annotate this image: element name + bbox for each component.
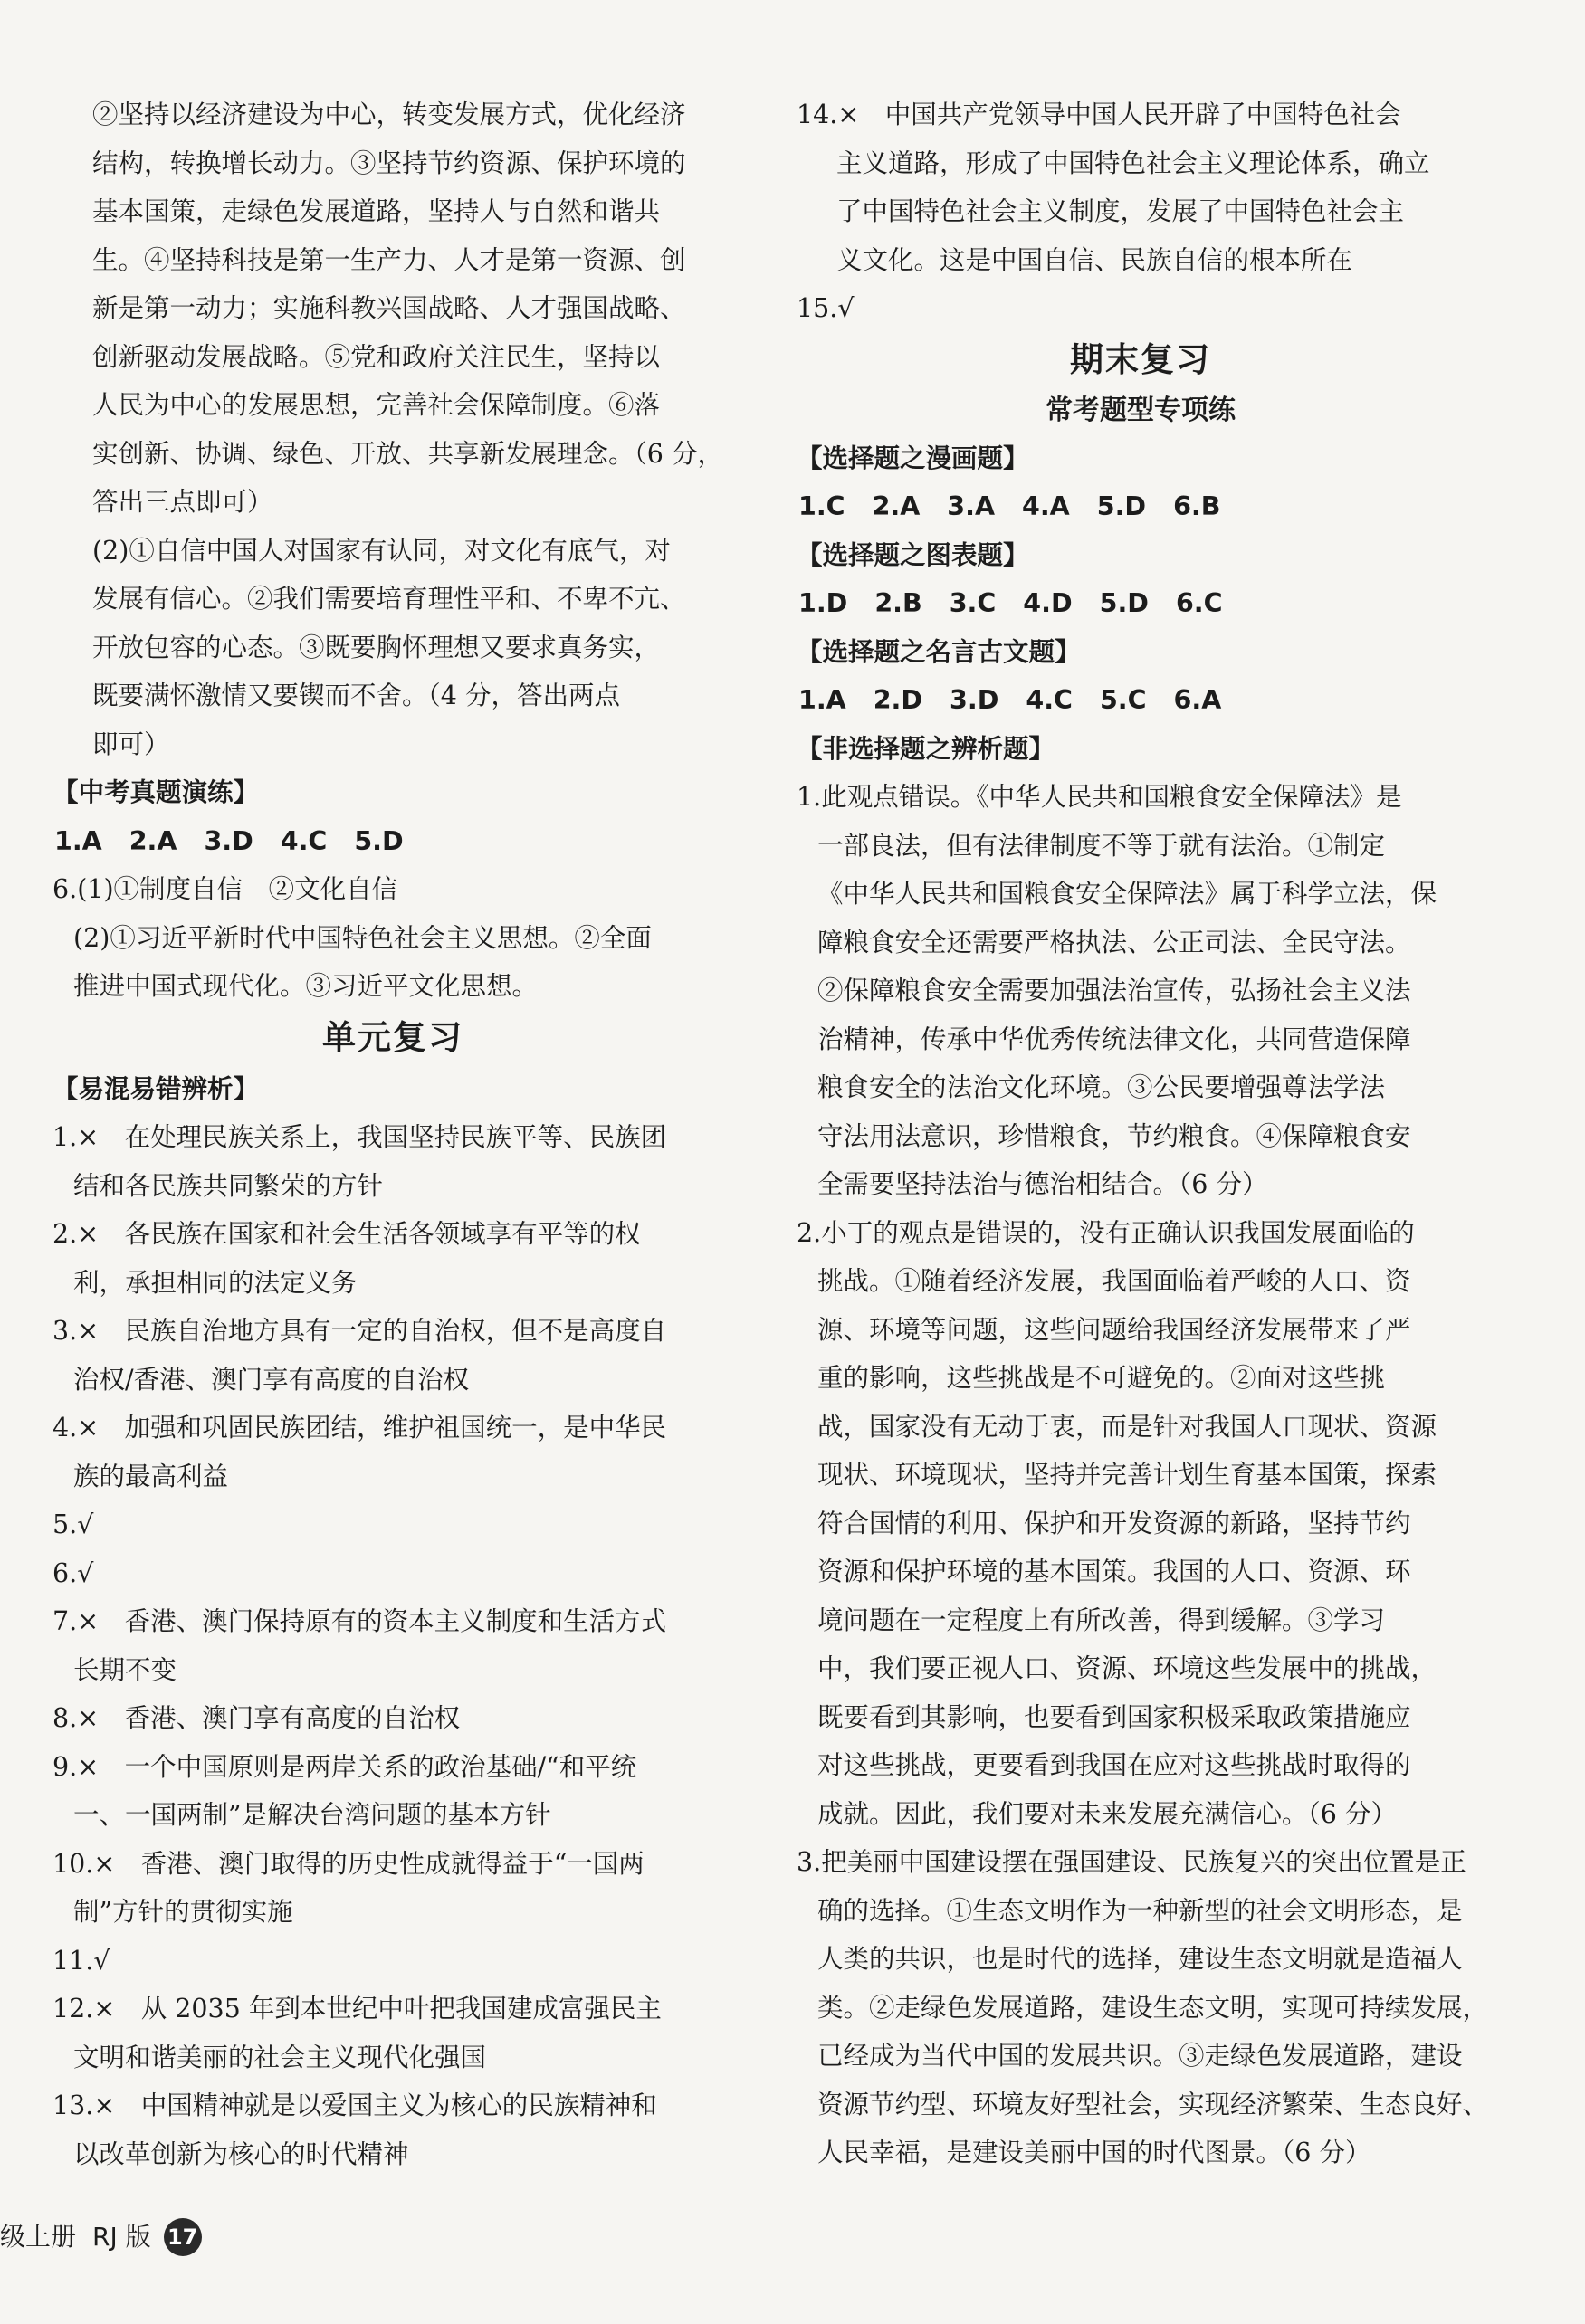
answer-item: 3.D xyxy=(204,825,253,856)
text-line: 3.把美丽中国建设摆在强国建设、民族复兴的突出位置是正 xyxy=(797,1847,1466,1877)
text-line: 成就。因此，我们要对未来发展充满信心。（6 分） xyxy=(817,1798,1397,1829)
text-line: 已经成为当代中国的发展共识。③走绿色发展道路，建设 xyxy=(817,2041,1463,2071)
text-line: 了中国特色社会主义制度，发展了中国特色社会主 xyxy=(836,196,1405,226)
text-line: 资源和保护环境的基本国策。我国的人口、资源、环 xyxy=(817,1557,1411,1586)
section-heading: 【非选择题之辨析题】 xyxy=(797,733,1055,764)
text-line: 类。②走绿色发展道路，建设生态文明，实现可持续发展， xyxy=(817,1992,1489,2023)
answer-item: 1.A xyxy=(54,825,102,856)
answer-row xyxy=(797,482,1485,531)
answer-item: 3.A xyxy=(947,491,996,521)
answer-item: 6.B xyxy=(1173,491,1221,521)
section-heading: 【中考真题演练】 xyxy=(53,777,260,807)
text-line: 6.(1)①制度自信 ②文化自信 xyxy=(53,874,398,904)
text-line: 符合国情的利用、保护和开发资源的新路，坚持节约 xyxy=(817,1508,1411,1538)
answer-item: 6.C xyxy=(1175,588,1223,618)
answer-row xyxy=(53,817,733,866)
text-line: (2)①习近平新时代中国特色社会主义思想。②全面 xyxy=(73,922,652,953)
text-line: 长期不变 xyxy=(73,1654,177,1685)
text-line: ②坚持以经济建设为中心，转变发展方式，优化经济 xyxy=(92,100,686,129)
answer-item: 1.C xyxy=(798,491,845,521)
text-line: 生。④坚持科技是第一生产力、人才是第一资源、创 xyxy=(92,244,686,275)
answer-item: 5.D xyxy=(1096,491,1147,521)
text-line: 对这些挑战，更要看到我国在应对这些挑战时取得的 xyxy=(817,1750,1411,1780)
answer-item: 5.C xyxy=(1099,685,1147,715)
answer-item: 2.B xyxy=(874,588,922,618)
text-line: 2.小丁的观点是错误的，没有正确认识我国发展面临的 xyxy=(797,1217,1415,1248)
answer-item: 3.C xyxy=(949,588,997,618)
chapter-title: 期末复习 xyxy=(1070,339,1211,379)
text-line: 4.× 加强和巩固民族团结，维护祖国统一，是中华民 xyxy=(53,1413,667,1443)
text-line: 人类的共识，也是时代的选择，建设生态文明就是造福人 xyxy=(817,1944,1463,1974)
section-heading: 【易混易错辨析】 xyxy=(53,1073,260,1104)
text-line: 结构，转换增长动力。③坚持节约资源、保护环境的 xyxy=(92,148,686,178)
answer-item: 2.A xyxy=(872,491,921,521)
text-line: 13.× 中国精神就是以爱国主义为核心的民族精神和 xyxy=(53,2091,657,2120)
text-line: 中，我们要正视人口、资源、环境这些发展中的挑战， xyxy=(817,1653,1437,1683)
text-line: 9.× 一个中国原则是两岸关系的政治基础/“和平统 xyxy=(53,1751,637,1782)
left-column xyxy=(53,90,733,2178)
chapter-subtitle: 常考题型专项练 xyxy=(1046,394,1236,426)
text-line: 1.此观点错误。《中华人民共和国粮食安全保障法》是 xyxy=(797,782,1402,812)
section-heading: 【选择题之图表题】 xyxy=(797,539,1029,570)
text-line: 即可） xyxy=(92,729,170,759)
text-line: 7.× 香港、澳门保持原有的资本主义制度和生活方式 xyxy=(53,1606,667,1636)
text-line: 制”方针的贯彻实施 xyxy=(73,1897,293,1927)
text-line: 全需要坚持法治与德治相结合。（6 分） xyxy=(817,1169,1268,1199)
right-column xyxy=(797,90,1489,2177)
footer-edition: RJ 版 xyxy=(92,2222,151,2252)
answer-item: 4.A xyxy=(1022,491,1070,521)
text-line: 2.× 各民族在国家和社会生活各领域享有平等的权 xyxy=(53,1219,641,1249)
answer-item: 1.A xyxy=(798,685,846,715)
text-line: 源、环境等问题，这些问题给我国经济发展带来了严 xyxy=(817,1314,1411,1345)
text-line: 6.√ xyxy=(53,1557,94,1588)
text-line: 1.× 在处理民族关系上，我国坚持民族平等、民族团 xyxy=(53,1122,667,1152)
text-line: 14.× 中国共产党领导中国人民开辟了中国特色社会 xyxy=(797,100,1401,129)
text-line: 基本国策，走绿色发展道路，坚持人与自然和谐共 xyxy=(92,196,661,226)
text-line: 一部良法，但有法律制度不等于就有法治。①制定 xyxy=(817,830,1386,861)
text-line: 5.√ xyxy=(53,1510,94,1539)
text-line: 《中华人民共和国粮食安全保障法》属于科学立法，保 xyxy=(817,879,1437,909)
text-line: 一、一国两制”是解决台湾问题的基本方针 xyxy=(73,1800,551,1830)
answer-item: 4.C xyxy=(280,825,328,856)
text-line: 挑战。①随着经济发展，我国面临着严峻的人口、资 xyxy=(817,1266,1411,1296)
text-line: 开放包容的心态。③既要胸怀理想又要求真务实， xyxy=(92,632,661,662)
chapter-title: 单元复习 xyxy=(322,1017,463,1057)
answer-row xyxy=(797,579,1485,628)
footer-grade: 级上册 xyxy=(0,2222,77,2252)
section-heading: 【选择题之名言古文题】 xyxy=(797,636,1081,667)
text-line: 3.× 民族自治地方具有一定的自治权，但不是高度自 xyxy=(53,1316,667,1346)
answer-item: 2.D xyxy=(873,685,923,715)
text-line: 15.√ xyxy=(797,293,855,323)
page-number: 17 xyxy=(164,2218,202,2256)
text-line: 创新驱动发展战略。⑤党和政府关注民生，坚持以 xyxy=(92,341,661,372)
answer-item: 4.D xyxy=(1023,588,1073,618)
text-line: 11.√ xyxy=(53,1945,110,1976)
section-heading: 【选择题之漫画题】 xyxy=(797,443,1029,473)
text-line: 人民为中心的发展思想，完善社会保障制度。⑥落 xyxy=(92,390,661,420)
text-line: 实创新、协调、绿色、开放、共享新发展理念。（6 分， xyxy=(92,438,723,469)
text-line: 确的选择。①生态文明作为一种新型的社会文明形态，是 xyxy=(817,1895,1463,1926)
answer-item: 1.D xyxy=(798,588,848,618)
text-line: 重的影响，这些挑战是不可避免的。②面对这些挑 xyxy=(817,1363,1386,1393)
text-line: 8.× 香港、澳门享有高度的自治权 xyxy=(53,1703,461,1733)
text-line: 守法用法意识，珍惜粮食，节约粮食。④保障粮食安 xyxy=(817,1120,1411,1151)
text-line: 发展有信心。②我们需要培育理性平和、不卑不亢、 xyxy=(92,584,686,614)
text-line: 答出三点即可） xyxy=(92,487,273,517)
page-footer xyxy=(0,2215,202,2259)
text-line: 现状、环境现状，坚持并完善计划生育基本国策，探索 xyxy=(817,1460,1437,1490)
answer-item: 5.D xyxy=(354,825,404,856)
answer-item: 5.D xyxy=(1099,588,1149,618)
text-line: 12.× 从 2035 年到本世纪中叶把我国建成富强民主 xyxy=(53,1994,662,2024)
text-line: 推进中国式现代化。③习近平文化思想。 xyxy=(73,971,539,1001)
text-line: 治精神，传承中华优秀传统法律文化，共同营造保障 xyxy=(817,1024,1411,1054)
text-line: 10.× 香港、澳门取得的历史性成就得益于“一国两 xyxy=(53,1848,645,1879)
text-line: 粮食安全的法治文化环境。③公民要增强尊法学法 xyxy=(817,1072,1386,1102)
text-line: 文明和谐美丽的社会主义现代化强国 xyxy=(73,2042,487,2072)
text-line: ②保障粮食安全需要加强法治宣传，弘扬社会主义法 xyxy=(817,976,1411,1005)
answer-item: 2.A xyxy=(129,825,177,856)
text-line: 族的最高利益 xyxy=(73,1461,229,1491)
answer-row xyxy=(797,676,1485,725)
answer-item: 3.D xyxy=(950,685,999,715)
text-line: 资源节约型、环境友好型社会，实现经济繁荣、生态良好、 xyxy=(817,2089,1489,2119)
text-line: 人民幸福，是建设美丽中国的时代图景。（6 分） xyxy=(817,2138,1371,2167)
text-line: 以改革创新为核心的时代精神 xyxy=(73,2138,409,2169)
text-line: 障粮食安全还需要严格执法、公正司法、全民守法。 xyxy=(817,927,1411,957)
text-line: 治权/香港、澳门享有高度的自治权 xyxy=(73,1364,470,1395)
text-line: (2)①自信中国人对国家有认同，对文化有底气，对 xyxy=(92,535,671,566)
text-line: 结和各民族共同繁荣的方针 xyxy=(73,1170,384,1201)
text-line: 义文化。这是中国自信、民族自信的根本所在 xyxy=(836,244,1353,275)
text-line: 新是第一动力；实施科教兴国战略、人才强国战略、 xyxy=(92,293,686,323)
text-line: 既要看到其影响，也要看到国家积极采取政策措施应 xyxy=(817,1701,1411,1732)
text-line: 利，承担相同的法定义务 xyxy=(73,1267,358,1298)
text-line: 战，国家没有无动于衷，而是针对我国人口现状、资源 xyxy=(817,1411,1437,1442)
text-line: 既要满怀激情又要锲而不舍。（4 分，答出两点 xyxy=(92,681,620,710)
answer-item: 6.A xyxy=(1173,685,1222,715)
text-line: 主义道路，形成了中国特色社会主义理论体系，确立 xyxy=(836,148,1430,178)
text-line: 境问题在一定程度上有所改善，得到缓解。③学习 xyxy=(817,1605,1386,1635)
answer-item: 4.C xyxy=(1026,685,1073,715)
